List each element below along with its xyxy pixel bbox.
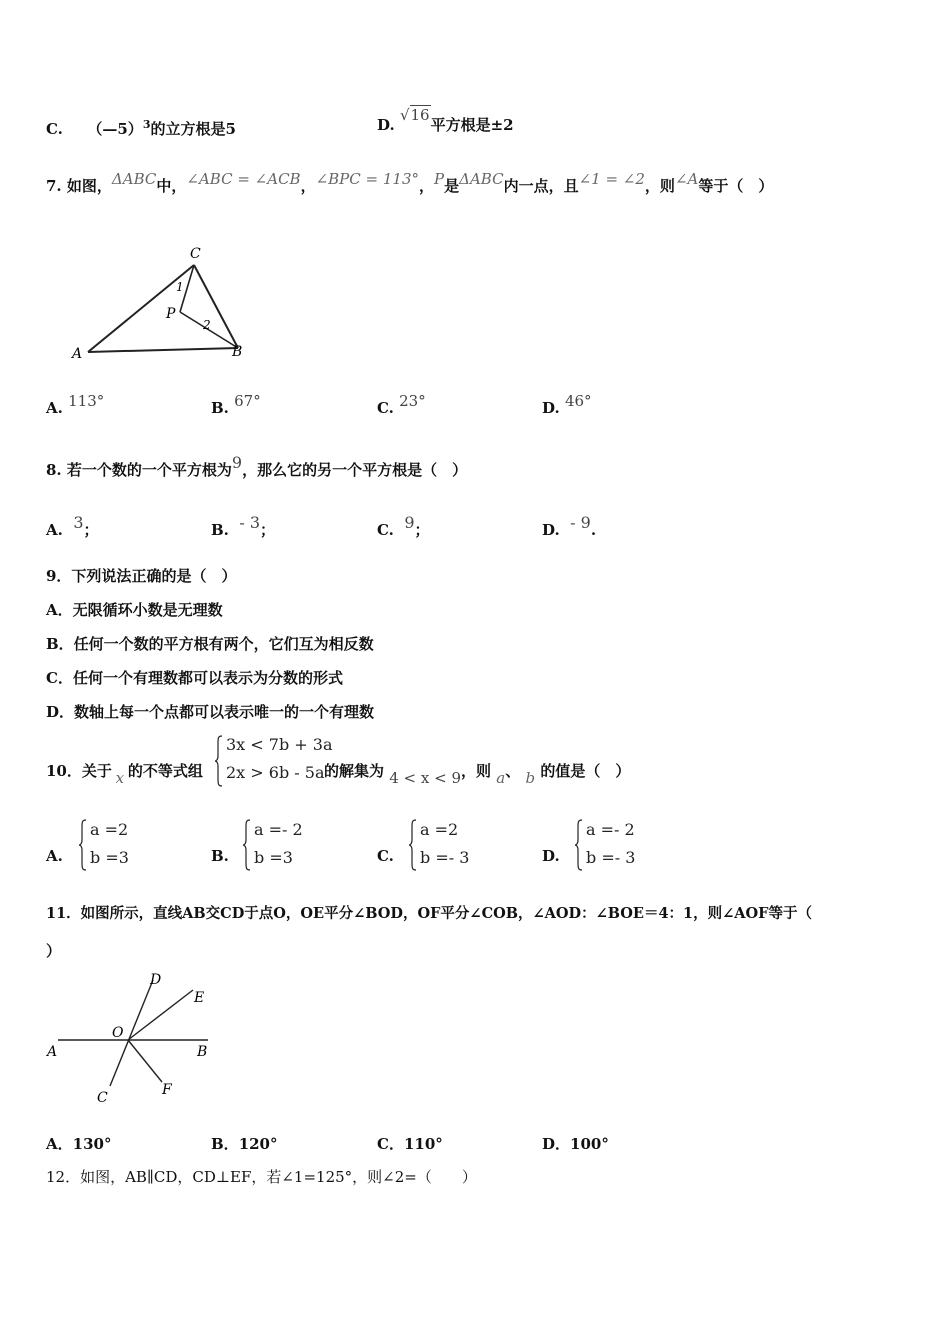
- q7-side-cb: [194, 265, 238, 348]
- q11-option-label: D．: [542, 1135, 571, 1153]
- q7-option-value: 113°: [68, 392, 105, 410]
- q7-option-label: D.: [542, 399, 560, 417]
- q11-option-label: B．: [211, 1135, 239, 1153]
- q11-option-a[interactable]: [46, 1133, 111, 1155]
- q11-ray-of: [128, 1040, 162, 1082]
- q11-option-value: 120°: [238, 1135, 278, 1153]
- q11-option-value: 110°: [403, 1135, 443, 1153]
- q7-label-b: B: [232, 344, 243, 360]
- q8-option-tail: ；: [414, 521, 430, 539]
- q10-stem-prefix: [46, 760, 203, 787]
- q8-option-tail: .: [590, 521, 597, 539]
- q7-stem-part: 是: [444, 177, 460, 195]
- q10-option-d-row1: a =- 2: [586, 820, 635, 839]
- q7-math: ΔABC: [111, 170, 157, 188]
- q7-number: 7.: [46, 177, 62, 195]
- q7-label-1: 1: [176, 280, 184, 294]
- q7-stem-part: 内一点，且: [503, 177, 579, 195]
- q12-stem: [46, 1166, 477, 1188]
- q6-option-d-radical: √16: [399, 106, 430, 124]
- q11-option-value: 100°: [570, 1135, 609, 1153]
- q7-math: ∠BPC = 113°: [315, 170, 419, 188]
- q10-option-b-row2: b =3: [254, 848, 293, 867]
- q10-option-b[interactable]: [211, 845, 229, 867]
- q11-stem-line2: ）: [46, 942, 62, 960]
- q8-option-value: 3: [73, 513, 84, 532]
- q10-option-a-row2: b =3: [90, 848, 129, 867]
- q9-option-b[interactable]: B．任何一个数的平方根有两个，它们互为相反数: [46, 635, 374, 653]
- q7-option-label: C.: [377, 399, 394, 417]
- q10-system-row2: 2x > 6b - 5a: [226, 763, 325, 782]
- q10-option-label: B.: [211, 847, 229, 865]
- q10-option-a-row1: a =2: [90, 820, 129, 839]
- q8-option-tail: ；: [260, 521, 276, 539]
- q8-option-label: A.: [46, 521, 63, 539]
- q7-option-value: 23°: [399, 392, 426, 410]
- q10-inequality-system: [214, 734, 333, 790]
- q11-option-label: C．: [377, 1135, 404, 1153]
- q6-option-c-text-a: （—5）: [87, 120, 143, 138]
- q10-option-c-row1: a =2: [420, 820, 459, 839]
- q7-stem-part: ，: [419, 177, 435, 195]
- q10-option-label: C.: [377, 847, 394, 865]
- q11-option-c[interactable]: [377, 1133, 443, 1155]
- q7-math: ∠A: [674, 170, 699, 188]
- q10-math: b: [525, 769, 536, 787]
- q10-option-a-system: [78, 818, 188, 874]
- q7-option-label: B.: [211, 399, 229, 417]
- q7-label-2: 2: [203, 318, 211, 332]
- q10-option-d-system: [574, 818, 684, 874]
- q8-option-label: C.: [377, 521, 394, 539]
- q6-option-c-exponent: 3: [142, 118, 151, 131]
- q7-math: ∠ABC = ∠ACB: [186, 170, 301, 188]
- q7-option-label: A.: [46, 399, 63, 417]
- q10-number: 10．: [46, 762, 82, 780]
- q10-math: 4 < x < 9: [389, 769, 462, 787]
- q8-option-b[interactable]: [211, 513, 276, 541]
- q7-option-d[interactable]: [542, 392, 592, 419]
- q8-stem-part: ，那么它的另一个平方根是（ ）: [242, 461, 468, 479]
- q8-math: 9: [231, 453, 243, 472]
- q10-option-b-row1: a =- 2: [254, 820, 303, 839]
- q7-stem-part: ，: [300, 177, 316, 195]
- q7-option-c[interactable]: [377, 392, 426, 419]
- q6-option-c-label: C.: [46, 120, 63, 138]
- q10-stem-part: 、: [505, 762, 521, 780]
- q8-option-value: 9: [404, 513, 415, 532]
- q7-math: ∠1 = ∠2: [578, 170, 645, 188]
- q10-left-brace: [214, 734, 224, 788]
- q7-stem: [46, 170, 774, 197]
- q10-option-d[interactable]: [542, 845, 560, 867]
- q6-option-c-text-b: 的立方根是5: [150, 120, 236, 138]
- q11-label-b: B: [197, 1044, 208, 1060]
- q8-option-value: - 9: [570, 513, 591, 532]
- q9-option-a[interactable]: A．无限循环小数是无理数: [46, 601, 223, 619]
- q7-stem-part: 如图，: [66, 177, 112, 195]
- q7-triangle-figure: [60, 238, 260, 368]
- q10-math: a: [496, 769, 506, 787]
- q10-option-c-system: [408, 818, 518, 874]
- q10-option-c-row2: b =- 3: [420, 848, 470, 867]
- q8-option-label: D.: [542, 521, 560, 539]
- q10-option-label: D.: [542, 847, 560, 865]
- q10-option-c[interactable]: [377, 845, 394, 867]
- q11-option-b[interactable]: [211, 1133, 278, 1155]
- q7-stem-part: ，则: [644, 177, 675, 195]
- q8-option-label: B.: [211, 521, 229, 539]
- q6-option-d-text: 平方根是±2: [430, 116, 514, 134]
- q9-option-d[interactable]: D．数轴上每一个点都可以表示唯一的一个有理数: [46, 703, 375, 721]
- q11-label-c: C: [97, 1090, 108, 1106]
- q10-option-a[interactable]: [46, 845, 63, 867]
- q9-option-c[interactable]: C．任何一个有理数都可以表示为分数的形式: [46, 669, 343, 687]
- q7-label-p: P: [166, 306, 176, 322]
- q8-option-value: - 3: [239, 513, 261, 532]
- q11-label-e: E: [194, 990, 205, 1006]
- q8-stem: [46, 453, 468, 481]
- q7-option-b[interactable]: [211, 392, 261, 419]
- q7-side-ab: [88, 348, 238, 352]
- q10-stem-part: 关于: [81, 762, 112, 780]
- q7-math: P: [434, 170, 445, 188]
- q10-option-label: A.: [46, 847, 63, 865]
- q10-stem-part: ，则: [461, 762, 492, 780]
- q7-math: ΔABC: [459, 170, 504, 188]
- q7-option-a[interactable]: [46, 392, 105, 419]
- q11-option-value: 130°: [72, 1135, 112, 1153]
- q8-option-c[interactable]: [377, 513, 430, 541]
- q7-option-value: 46°: [564, 392, 592, 410]
- q7-stem-part: 等于（ ）: [698, 177, 774, 195]
- q10-option-d-row2: b =- 3: [586, 848, 636, 867]
- q11-option-label: A．: [46, 1135, 73, 1153]
- q8-stem-part: 若一个数的一个平方根为: [66, 461, 232, 479]
- q12-stem-text: 如图，AB∥CD，CD⊥EF，若∠1=125°，则∠2=（ ）: [80, 1168, 477, 1186]
- q11-label-a: A: [47, 1044, 58, 1060]
- q9-stem: 9．下列说法正确的是（ ）: [46, 567, 237, 585]
- q10-math: x: [115, 769, 125, 787]
- q6-option-c: [46, 114, 236, 140]
- q10-option-b-system: [242, 818, 352, 874]
- q7-side-ac: [88, 265, 194, 352]
- q10-system-row1: 3x < 7b + 3a: [226, 735, 333, 754]
- q7-option-value: 67°: [234, 392, 261, 410]
- q12-number: 12．: [46, 1168, 81, 1186]
- q10-stem-part: 的解集为: [324, 762, 385, 780]
- q7-stem-part: 中，: [156, 177, 187, 195]
- q11-lines-figure: [40, 968, 225, 1108]
- q10-stem-suffix: [324, 760, 631, 787]
- q8-option-d[interactable]: [542, 513, 597, 541]
- q11-label-f: F: [162, 1082, 172, 1098]
- q8-number: 8.: [46, 461, 62, 479]
- q11-option-d[interactable]: [542, 1133, 609, 1155]
- q11-label-d: D: [150, 972, 162, 988]
- q6-option-d-label: D.: [377, 116, 395, 134]
- q6-option-d: [377, 106, 514, 136]
- q11-label-o: O: [112, 1025, 124, 1041]
- q7-label-c: C: [190, 246, 201, 262]
- q10-stem-part: 的不等式组: [127, 762, 203, 780]
- q11-ray-oe: [128, 990, 193, 1040]
- q8-option-tail: ；: [83, 521, 99, 539]
- q7-label-a: A: [72, 346, 83, 362]
- q11-stem-line1: 11．如图所示，直线AB交CD于点O，OE平分∠BOD，OF平分∠COB，∠AOD：∠BOE＝4：1，则∠AOF等于（: [46, 905, 812, 922]
- q10-stem-part: 的值是（ ）: [540, 762, 631, 780]
- q8-option-a[interactable]: [46, 513, 99, 541]
